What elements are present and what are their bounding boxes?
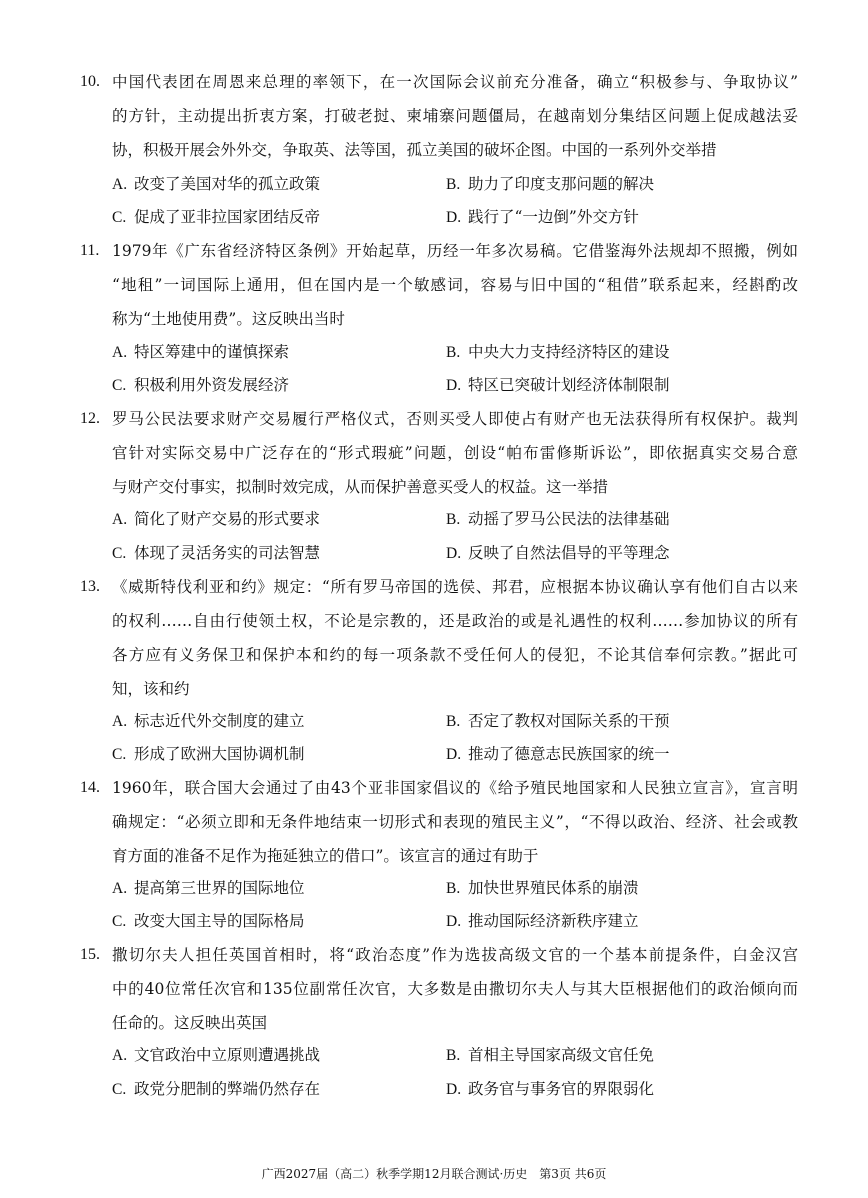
option-b[interactable] — [446, 711, 670, 732]
question-stem-line: 育方面的准备不足作为拖延独立的借口”。该宣言的通过有助于 — [112, 847, 539, 865]
question-stem-line: 的权利……自由行使领土权，不论是宗教的，还是政治的或是礼遇性的权利……参加协议的所有 — [112, 612, 798, 630]
option-b[interactable] — [446, 878, 639, 899]
option-letter: C. — [112, 545, 127, 562]
option-letter: A. — [112, 880, 128, 897]
option-text: 提高第三世界的国际地位 — [134, 879, 305, 897]
option-b[interactable] — [446, 1045, 654, 1066]
option-letter: B. — [446, 713, 461, 730]
option-letter: C. — [112, 209, 127, 226]
option-letter: A. — [112, 344, 128, 361]
option-text: 改变了美国对华的孤立政策 — [134, 175, 321, 193]
option-c[interactable] — [112, 744, 305, 765]
option-letter: D. — [446, 746, 462, 763]
question-stem-line: 1960年，联合国大会通过了由43个亚非国家倡议的《给予殖民地国家和人民独立宣言》，宣言明 — [112, 779, 798, 797]
option-text: 体现了灵活务实的司法智慧 — [134, 544, 321, 562]
option-letter: D. — [446, 1081, 462, 1098]
option-letter: C. — [112, 1081, 127, 1098]
option-text: 践行了“一边倒”外交方针 — [468, 208, 639, 226]
option-letter: A. — [112, 1047, 128, 1064]
option-letter: B. — [446, 176, 461, 193]
option-b[interactable] — [446, 509, 670, 530]
option-letter: C. — [112, 746, 127, 763]
option-text: 推动国际经济新秩序建立 — [468, 912, 639, 930]
option-a[interactable] — [112, 878, 305, 899]
option-c[interactable] — [112, 911, 305, 932]
option-letter: C. — [112, 377, 127, 394]
option-text: 首相主导国家高级文官任免 — [468, 1046, 655, 1064]
option-d[interactable] — [446, 543, 670, 564]
option-text: 促成了亚非拉国家团结反帝 — [134, 208, 321, 226]
option-letter: D. — [446, 545, 462, 562]
question-stem-line: 撒切尔夫人担任英国首相时，将“政治态度”作为选拔高级文官的一个基本前提条件，白金汉宫 — [112, 946, 798, 964]
question-stem-line: 协，积极开展会外外交，争取英、法等国，孤立美国的破坏企图。中国的一系列外交举措 — [112, 141, 717, 159]
option-text: 特区已突破计划经济体制限制 — [468, 376, 670, 394]
question-stem-line: 官针对实际交易中广泛存在的“形式瑕疵”问题，创设“帕布雷修斯诉讼”，即依据真实交易合意 — [112, 444, 798, 462]
option-d[interactable] — [446, 744, 670, 765]
question-stem-line: 《威斯特伐利亚和约》规定：“所有罗马帝国的选侯、邦君，应根据本协议确认享有他们自古以来 — [112, 578, 798, 596]
option-letter: B. — [446, 1047, 461, 1064]
option-c[interactable] — [112, 207, 320, 228]
option-letter: D. — [446, 377, 462, 394]
option-text: 否定了教权对国际关系的干预 — [468, 712, 670, 730]
option-letter: A. — [112, 713, 128, 730]
question-stem-line: 1979年《广东省经济特区条例》开始起草，历经一年多次易稿。它借鉴海外法规却不照搬，例如 — [112, 242, 798, 260]
question-stem-line: 与财产交付事实，拟制时效完成，从而保护善意买受人的权益。这一举措 — [112, 478, 609, 496]
option-text: 反映了自然法倡导的平等理念 — [468, 544, 670, 562]
option-text: 改变大国主导的国际格局 — [134, 912, 305, 930]
option-letter: A. — [112, 511, 128, 528]
question-stem-line: 各方应有义务保卫和保护本和约的每一项条款不受任何人的侵犯，不论其信奉何宗教。”据此可 — [112, 646, 798, 664]
option-letter: A. — [112, 176, 128, 193]
option-d[interactable] — [446, 207, 639, 228]
question-stem-line: 罗马公民法要求财产交易履行严格仪式，否则买受人即使占有财产也无法获得所有权保护。裁判 — [112, 410, 798, 428]
option-letter: B. — [446, 344, 461, 361]
option-text: 动摇了罗马公民法的法律基础 — [468, 510, 670, 528]
question-number: 13. — [80, 578, 100, 595]
option-c[interactable] — [112, 543, 320, 564]
option-d[interactable] — [446, 1079, 654, 1100]
question-stem-line: 确规定：“必须立即和无条件地结束一切形式和表现的殖民主义”，“不得以政治、经济、社会或教 — [112, 813, 798, 831]
question-stem-line: 任命的。这反映出英国 — [112, 1014, 268, 1032]
page-footer: 广西2027届（高二）秋季学期12月联合测试·历史 第3页 共6页 — [261, 1167, 607, 1181]
question-number: 14. — [80, 779, 100, 796]
option-c[interactable] — [112, 375, 289, 396]
option-text: 简化了财产交易的形式要求 — [134, 510, 321, 528]
question-stem-line: 中国代表团在周恩来总理的率领下，在一次国际会议前充分准备，确立“积极参与、争取协议” — [112, 73, 798, 91]
option-a[interactable] — [112, 342, 289, 363]
option-text: 加快世界殖民体系的崩溃 — [468, 879, 639, 897]
option-a[interactable] — [112, 1045, 320, 1066]
option-letter: B. — [446, 511, 461, 528]
option-text: 中央大力支持经济特区的建设 — [468, 343, 670, 361]
option-text: 形成了欧洲大国协调机制 — [134, 745, 305, 763]
option-b[interactable] — [446, 342, 670, 363]
question-stem-line: 中的40位常任次官和135位副常任次官，大多数是由撒切尔夫人与其大臣根据他们的政治倾向而 — [112, 980, 798, 998]
question-number: 12. — [80, 410, 100, 427]
option-letter: D. — [446, 209, 462, 226]
question-number: 11. — [80, 242, 100, 259]
option-text: 积极利用外资发展经济 — [134, 376, 290, 394]
option-text: 推动了德意志民族国家的统一 — [468, 745, 670, 763]
option-a[interactable] — [112, 509, 320, 530]
option-text: 文官政治中立原则遭遇挑战 — [134, 1046, 321, 1064]
option-a[interactable] — [112, 174, 320, 195]
option-a[interactable] — [112, 711, 305, 732]
option-text: 政党分肥制的弊端仍然存在 — [134, 1080, 321, 1098]
option-letter: D. — [446, 913, 462, 930]
option-c[interactable] — [112, 1079, 320, 1100]
question-stem-line: 的方针，主动提出折衷方案，打破老挝、柬埔寨问题僵局，在越南划分集结区问题上促成越法妥 — [112, 107, 798, 125]
option-text: 助力了印度支那问题的解决 — [468, 175, 655, 193]
option-text: 特区筹建中的谨慎探索 — [134, 343, 290, 361]
question-stem-line: 称为“土地使用费”。这反映出当时 — [112, 310, 345, 328]
question-number: 10. — [80, 73, 100, 90]
option-letter: B. — [446, 880, 461, 897]
question-stem-line: 知，该和约 — [112, 680, 190, 698]
option-d[interactable] — [446, 375, 670, 396]
option-letter: C. — [112, 913, 127, 930]
option-text: 标志近代外交制度的建立 — [134, 712, 305, 730]
option-d[interactable] — [446, 911, 639, 932]
option-text: 政务官与事务官的界限弱化 — [468, 1080, 655, 1098]
question-stem-line: “地租”一词国际上通用，但在国内是一个敏感词，容易与旧中国的“租借”联系起来，经斟酌改 — [112, 276, 798, 294]
question-number: 15. — [80, 946, 100, 963]
option-b[interactable] — [446, 174, 654, 195]
